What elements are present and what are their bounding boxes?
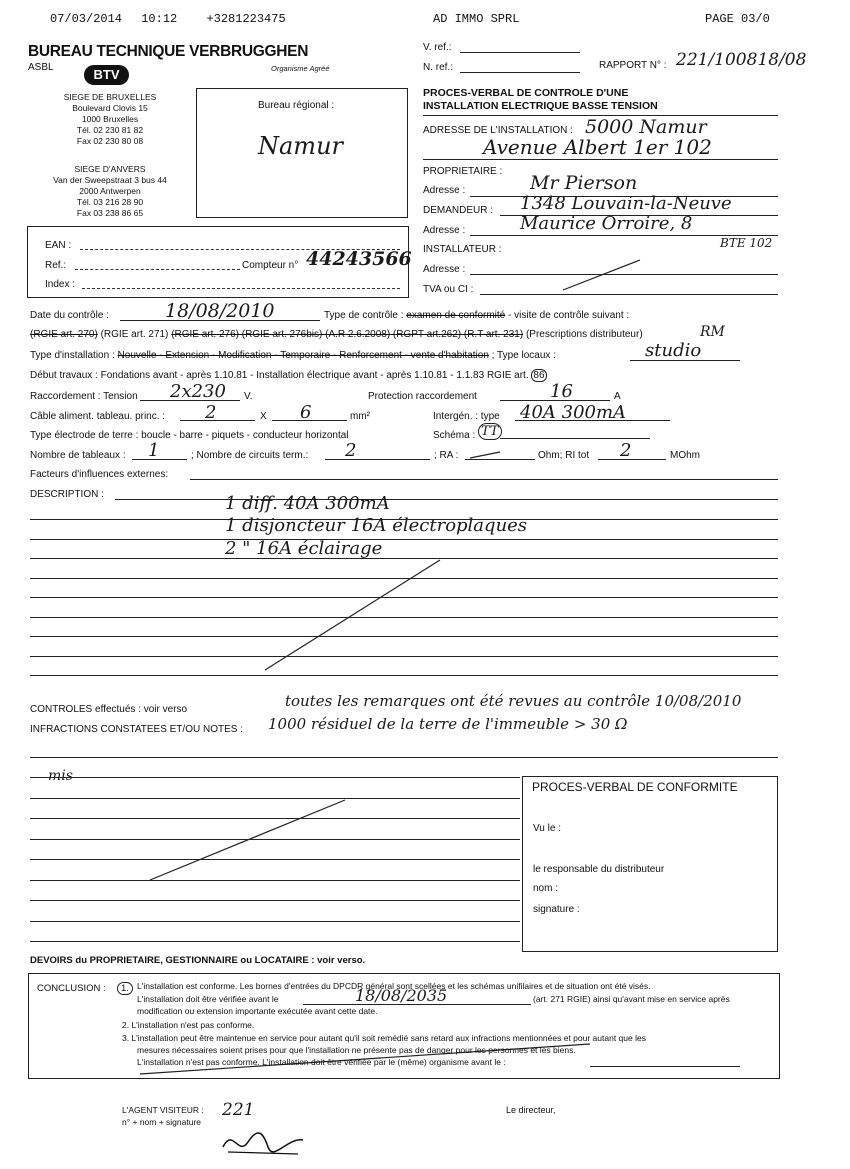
rapport-value[interactable]: 221/100818/08 (676, 50, 807, 70)
btv-logo: BTV (84, 65, 129, 85)
org-asbl: ASBL (28, 62, 54, 73)
conclusion-item1a: L'installation est conforme. Les bornes d'entrées du DPCDR général sont scellées et les schémas unifilaires et de situation ont été visés. (137, 981, 651, 991)
facteurs-label: Facteurs d'influences externes: (30, 469, 169, 480)
conclusion-item3b: mesures nécessaires soient prises pour que l'installation ne présente pas de danger pour les personnes et les biens. (137, 1045, 576, 1055)
ruled-line (30, 757, 778, 758)
tableaux-hw[interactable]: 1 (148, 440, 160, 461)
fax-company: AD IMMO SPRL (433, 12, 520, 26)
schema-label: Schéma : (433, 430, 476, 441)
title-line2: INSTALLATION ELECTRIQUE BASSE TENSION (423, 100, 658, 112)
conclusion-item3a: 3. L'installation peut être maintenue en service pour autant qu'il soit remédié sans retard aux infractions mentionnées et pour autant que les (122, 1033, 646, 1043)
intergen-hw[interactable]: 40A 300mA (520, 402, 627, 423)
conclusion-item1-num[interactable]: 1. (117, 982, 133, 995)
rapport-label: RAPPORT N° : (599, 60, 667, 71)
cable-unit: mm² (350, 411, 370, 422)
address-label: ADRESSE DE L'INSTALLATION : (423, 125, 573, 136)
infractions-label: INFRACTIONS CONSTATEES ET/OU NOTES : (30, 724, 243, 735)
protect-label: Protection raccordement (368, 391, 477, 402)
electrode-label: Type électrode de terre : boucle - barre - piquets - conducteur horizontal (30, 430, 349, 441)
pv-signature: signature : (533, 904, 580, 915)
agent-label: L'AGENT VISITEUR : (122, 1105, 204, 1115)
ruled-line (30, 900, 520, 901)
tva-label: TVA ou CI : (423, 284, 474, 295)
intergen-label: Intergén. : type (433, 411, 500, 422)
raccord-label: Raccordement : Tension (30, 391, 138, 402)
notes-cancel-stroke (150, 800, 345, 880)
directeur-label: Le directeur, (506, 1105, 556, 1115)
fax-page: PAGE 03/0 (705, 12, 770, 26)
agent-hw[interactable]: 221 (222, 1100, 255, 1120)
schema-value[interactable]: TT (478, 423, 502, 440)
raccord-unit: V. (244, 391, 253, 402)
desc-hw-3[interactable]: 2 " 16A éclairage (225, 538, 383, 559)
conclusion-item1b: L'installation doit être vérifiée avant le (137, 994, 279, 1004)
locaux-hw[interactable]: studio (645, 340, 702, 361)
date-value[interactable]: 18/08/2010 (165, 300, 275, 322)
title-line1: PROCES-VERBAL DE CONTROLE D'UNE (423, 87, 629, 99)
raccord-hw[interactable]: 2x230 (170, 381, 226, 402)
regs-hw[interactable]: RM (700, 324, 725, 340)
desc-label: DESCRIPTION : (30, 489, 104, 500)
pv-resp: le responsable du distributeur (533, 864, 665, 875)
address-cancel-stroke (563, 260, 640, 290)
installateur-hw[interactable]: BTE 102 (720, 236, 773, 250)
fax-time: 10:12 (141, 12, 178, 26)
org-agree: Organisme Agréé (271, 64, 330, 73)
brussels-address: SIEGE DE BRUXELLES Boulevard Clovis 15 1000 Bruxelles Tél. 02 230 81 82 Fax 02 230 80 08 (63, 92, 157, 146)
regional-label: Bureau régional : (258, 100, 335, 111)
cable-hw2[interactable]: 6 (300, 402, 312, 423)
circuits-label: ; Nombre de circuits term.: (191, 450, 309, 461)
desc-hw-2[interactable]: 1 disjoncteur 16A électroplaques (225, 515, 528, 536)
adresse2-label: Adresse : (423, 225, 466, 236)
mohm-label: MOhm (670, 450, 700, 461)
conclusion-item3c: L'installation n'est pas conforme. L'installation doit être vérifiée par le (même) organisme avant le : (137, 1057, 506, 1067)
ra-label: ; RA : (434, 450, 459, 461)
agent-signature (218, 1122, 308, 1162)
owner-hw[interactable]: Mr Pierson (530, 172, 638, 194)
circuits-hw[interactable]: 2 (345, 440, 357, 461)
pv-vu: Vu le : (533, 823, 561, 834)
adresse3-label: Adresse : (423, 264, 466, 275)
extra-hw[interactable]: mis (48, 768, 73, 784)
compteur-value[interactable]: 44243566 (306, 248, 412, 270)
adresse2-hw[interactable]: Maurice Orroire, 8 (520, 213, 693, 234)
inst-type-line: Type d'installation : Nouvelle - Extension - Modification - Temporaire - Renforcement - vente d'habitation ; Type locaux : (30, 350, 556, 361)
debut-line: Début travaux : Fondations avant - après 1.10.81 - Installation électrique avant - après 1.10.81 - 1.1.83 RGIE art. 86 (30, 370, 545, 381)
conclusion-item2: 2. L'installation n'est pas conforme. (122, 1020, 255, 1030)
pv-title: PROCES-VERBAL DE CONFORMITE (532, 780, 738, 794)
controles-hw[interactable]: toutes les remarques ont été revues au contrôle 10/08/2010 (285, 692, 742, 710)
type-label: Type de contrôle : examen de conformité - visite de contrôle suivant : (324, 310, 630, 321)
address-hw1[interactable]: 5000 Namur (585, 116, 707, 138)
date-label: Date du contrôle : (30, 310, 109, 321)
conclusion-item1c: (art. 271 RGIE) ainsi qu'avant mise en service après (533, 994, 730, 1004)
ean-label: EAN : (45, 240, 72, 251)
ruled-line (30, 880, 520, 881)
ri-hw[interactable]: 2 (620, 440, 632, 461)
ruled-line (30, 941, 520, 942)
fax-phone: +3281223475 (206, 12, 286, 26)
index-label: Index : (45, 279, 76, 290)
antwerp-address: SIEGE D'ANVERS Van der Sweepstraat 3 bus 44 2000 Antwerpen Tél. 03 216 28 90 Fax 03 238 86 65 (53, 164, 167, 218)
owner-label: PROPRIETAIRE : (423, 166, 503, 177)
desc-cancel-stroke (265, 560, 440, 670)
fax-date: 07/03/2014 (50, 12, 123, 26)
n-ref-label: N. ref.: (423, 62, 454, 73)
cable-hw1[interactable]: 2 (205, 402, 217, 423)
tableaux-label: Nombre de tableaux : (30, 450, 126, 461)
pv-nom: nom : (533, 883, 559, 894)
infractions-hw[interactable]: 1000 résiduel de la terre de l'immeuble > 30 Ω (268, 715, 628, 733)
conclusion-label: CONCLUSION : (37, 983, 106, 994)
ref-label: Ref.: (45, 260, 67, 271)
protect-hw[interactable]: 16 (550, 381, 573, 402)
ruled-line (30, 859, 520, 860)
address-hw2[interactable]: Avenue Albert 1er 102 (483, 135, 712, 159)
v-ref-label: V. ref.: (423, 42, 452, 53)
ruled-line (30, 839, 520, 840)
ra-dash-stroke (470, 452, 500, 458)
installateur-label: INSTALLATEUR : (423, 244, 502, 255)
ruled-line (30, 921, 520, 922)
regional-value[interactable]: Namur (258, 132, 343, 160)
ohm-label: Ohm; RI tot (538, 450, 590, 461)
compteur-label: Compteur n° (242, 260, 299, 271)
cable-label: Câble aliment. tableau. princ. : (30, 411, 166, 422)
regs-line: (RGIE art. 270) (RGIE art. 271) (RGIE art. 276) (RGIE art. 276bis) (A.R 2.6.2008) (RGPT art.262) (R.T art. 231) (Prescriptions distributeur) (30, 329, 643, 340)
protect-unit: A (614, 391, 621, 402)
devoirs-text: DEVOIRS du PROPRIETAIRE, GESTIONNAIRE ou LOCATAIRE : voir verso. (30, 955, 366, 966)
ruled-line (30, 818, 520, 819)
adresse-label: Adresse : (423, 185, 466, 196)
controles-label: CONTROLES effectués : voir verso (30, 704, 188, 715)
demandeur-hw[interactable]: 1348 Louvain-la-Neuve (520, 193, 732, 214)
desc-hw-1[interactable]: 1 diff. 40A 300mA (225, 493, 390, 514)
conclusion-item1-date[interactable]: 18/08/2035 (355, 986, 448, 1005)
ruled-line (30, 777, 520, 778)
conclusion-item1d: modification ou extension importante exécutée avant cette date. (137, 1006, 378, 1016)
demandeur-label: DEMANDEUR : (423, 205, 494, 216)
ruled-line (30, 798, 520, 799)
agent-sub: n° + nom + signature (122, 1117, 202, 1127)
org-name: BUREAU TECHNIQUE VERBRUGGHEN (28, 43, 309, 60)
cable-x: X (260, 411, 267, 422)
